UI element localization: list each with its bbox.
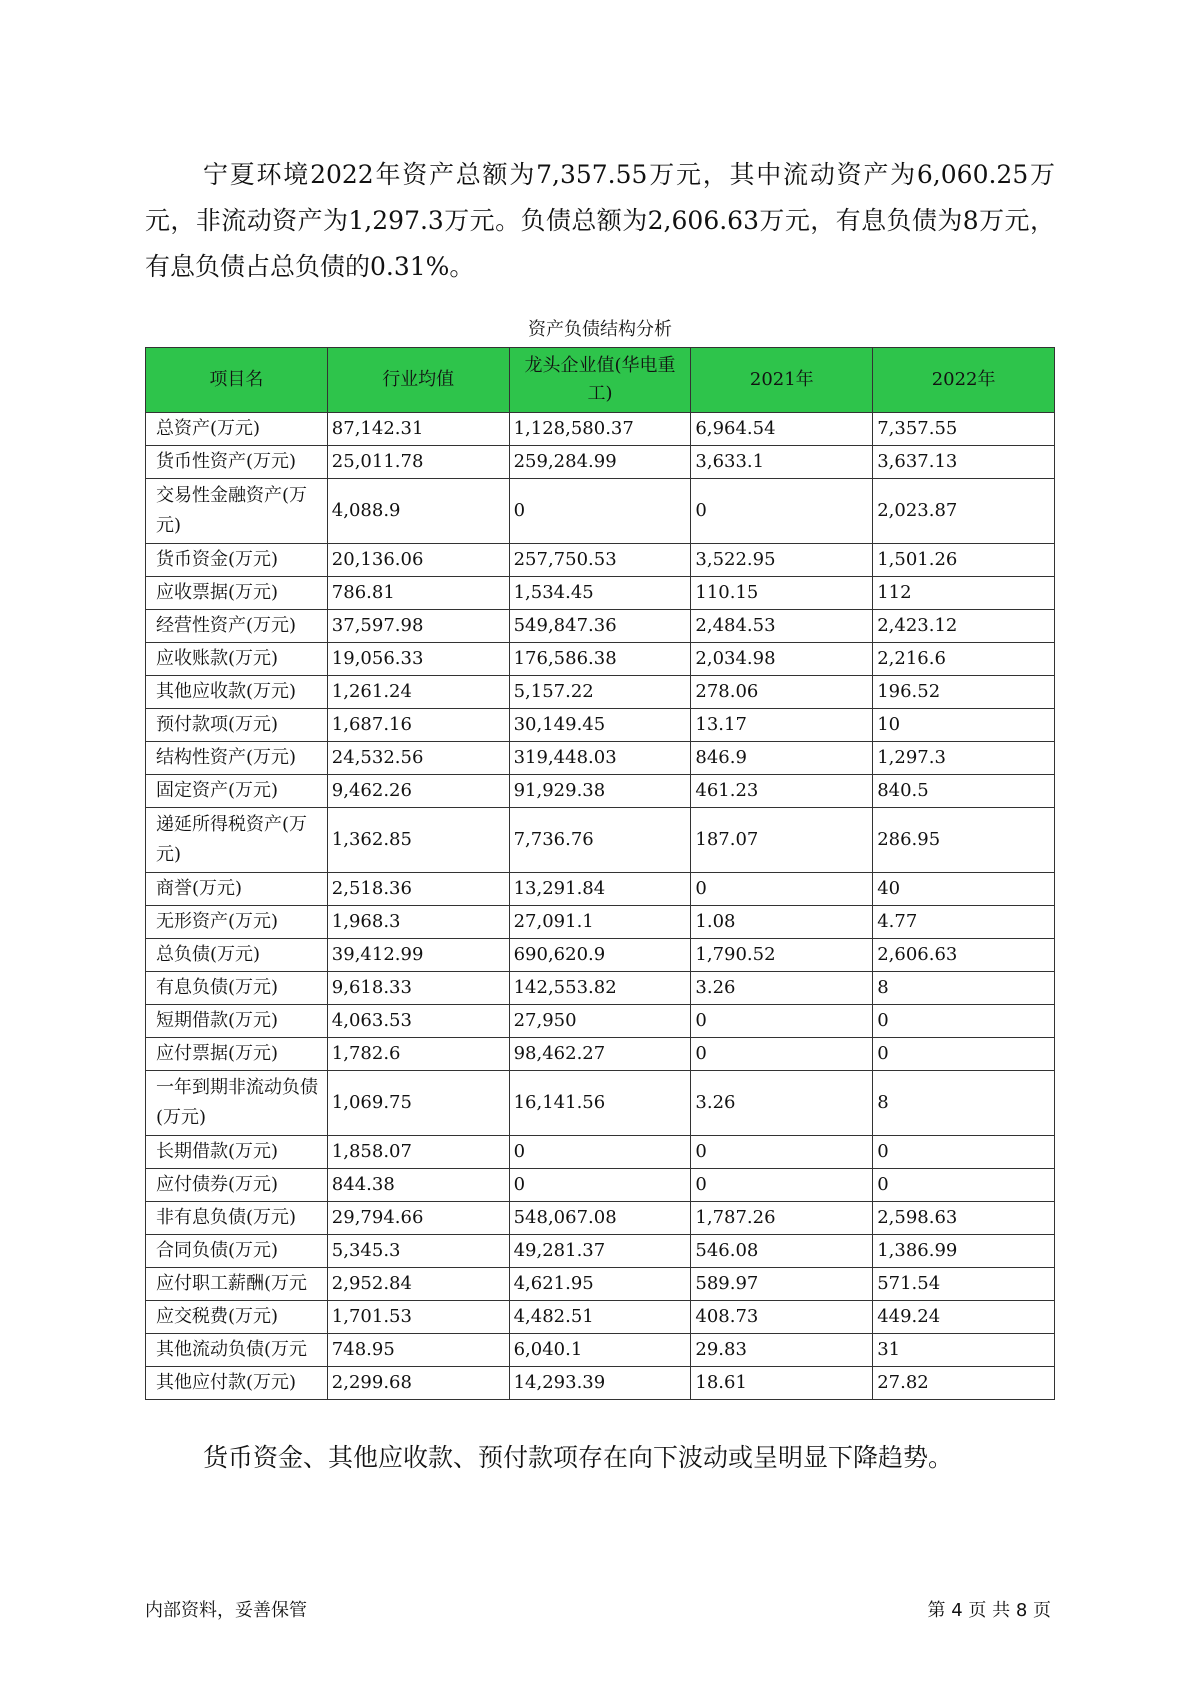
value-cell: 846.9: [691, 742, 873, 775]
value-cell: 2,423.12: [873, 610, 1055, 643]
value-cell: 9,462.26: [327, 775, 509, 808]
row-label-cell: 总资产(万元): [146, 413, 328, 446]
row-label-cell: 总负债(万元): [146, 939, 328, 972]
table-row: [146, 709, 1055, 742]
value-cell: 187.07: [691, 808, 873, 873]
table-row: [146, 610, 1055, 643]
value-cell: 461.23: [691, 775, 873, 808]
table-row: [146, 479, 1055, 544]
value-cell: 3,637.13: [873, 446, 1055, 479]
value-cell: 27.82: [873, 1367, 1055, 1400]
value-cell: 4,088.9: [327, 479, 509, 544]
value-cell: 259,284.99: [509, 446, 691, 479]
table-row: [146, 446, 1055, 479]
footer-page-number: 第 4 页 共 8 页: [927, 1600, 1051, 1621]
value-cell: 2,023.87: [873, 479, 1055, 544]
value-cell: 571.54: [873, 1268, 1055, 1301]
table-row: [146, 873, 1055, 906]
value-cell: 5,345.3: [327, 1235, 509, 1268]
value-cell: 13,291.84: [509, 873, 691, 906]
table-row: [146, 544, 1055, 577]
table-caption: 资产负债结构分析: [528, 319, 672, 340]
row-label-cell: 商誉(万元): [146, 873, 328, 906]
row-label-cell: 交易性金融资产(万元): [146, 479, 328, 544]
row-label-cell: 预付款项(万元): [146, 709, 328, 742]
table-header-row: [146, 348, 1055, 413]
header-cell: 项目名: [146, 348, 328, 413]
value-cell: 18.61: [691, 1367, 873, 1400]
value-cell: 2,606.63: [873, 939, 1055, 972]
row-label-cell: 短期借款(万元): [146, 1005, 328, 1038]
row-label-cell: 有息负债(万元): [146, 972, 328, 1005]
value-cell: 0: [873, 1005, 1055, 1038]
table-row: [146, 1268, 1055, 1301]
balance-sheet-table: [145, 347, 1055, 1400]
value-cell: 0: [509, 1136, 691, 1169]
value-cell: 2,598.63: [873, 1202, 1055, 1235]
value-cell: 31: [873, 1334, 1055, 1367]
row-label-cell: 无形资产(万元): [146, 906, 328, 939]
table-row: [146, 1169, 1055, 1202]
value-cell: 589.97: [691, 1268, 873, 1301]
value-cell: 2,952.84: [327, 1268, 509, 1301]
value-cell: 5,157.22: [509, 676, 691, 709]
row-label-cell: 非有息负债(万元): [146, 1202, 328, 1235]
value-cell: 4,063.53: [327, 1005, 509, 1038]
value-cell: 7,736.76: [509, 808, 691, 873]
value-cell: 0: [691, 1169, 873, 1202]
row-label-cell: 应收票据(万元): [146, 577, 328, 610]
value-cell: 14,293.39: [509, 1367, 691, 1400]
value-cell: 8: [873, 1071, 1055, 1136]
table-row: [146, 1005, 1055, 1038]
value-cell: 30,149.45: [509, 709, 691, 742]
value-cell: 37,597.98: [327, 610, 509, 643]
value-cell: 1,790.52: [691, 939, 873, 972]
value-cell: 0: [509, 1169, 691, 1202]
header-cell: 龙头企业值(华电重工): [509, 348, 691, 413]
value-cell: 2,034.98: [691, 643, 873, 676]
value-cell: 549,847.36: [509, 610, 691, 643]
value-cell: 3,522.95: [691, 544, 873, 577]
value-cell: 2,518.36: [327, 873, 509, 906]
value-cell: 16,141.56: [509, 1071, 691, 1136]
value-cell: 29,794.66: [327, 1202, 509, 1235]
header-cell: 2021年: [691, 348, 873, 413]
conclusion-paragraph: 货币资金、其他应收款、预付款项存在向下波动或呈明显下降趋势。: [203, 1443, 954, 1472]
value-cell: 2,299.68: [327, 1367, 509, 1400]
value-cell: 1,069.75: [327, 1071, 509, 1136]
table-row: [146, 1038, 1055, 1071]
table-row: [146, 742, 1055, 775]
value-cell: 29.83: [691, 1334, 873, 1367]
value-cell: 0: [873, 1169, 1055, 1202]
value-cell: 7,357.55: [873, 413, 1055, 446]
table-row: [146, 676, 1055, 709]
row-label-cell: 递延所得税资产(万元): [146, 808, 328, 873]
row-label-cell: 应付债券(万元): [146, 1169, 328, 1202]
row-label-cell: 其他应收款(万元): [146, 676, 328, 709]
row-label-cell: 应收账款(万元): [146, 643, 328, 676]
value-cell: 548,067.08: [509, 1202, 691, 1235]
table-row: [146, 1301, 1055, 1334]
value-cell: 6,040.1: [509, 1334, 691, 1367]
value-cell: 408.73: [691, 1301, 873, 1334]
value-cell: 4,482.51: [509, 1301, 691, 1334]
value-cell: 1,534.45: [509, 577, 691, 610]
value-cell: 25,011.78: [327, 446, 509, 479]
table-row: [146, 643, 1055, 676]
value-cell: 3.26: [691, 1071, 873, 1136]
row-label-cell: 一年到期非流动负债(万元): [146, 1071, 328, 1136]
value-cell: 1,261.24: [327, 676, 509, 709]
row-label-cell: 固定资产(万元): [146, 775, 328, 808]
value-cell: 91,929.38: [509, 775, 691, 808]
value-cell: 0: [691, 1136, 873, 1169]
value-cell: 27,091.1: [509, 906, 691, 939]
value-cell: 1,687.16: [327, 709, 509, 742]
row-label-cell: 其他流动负债(万元: [146, 1334, 328, 1367]
value-cell: 1,501.26: [873, 544, 1055, 577]
value-cell: 196.52: [873, 676, 1055, 709]
value-cell: 0: [691, 1005, 873, 1038]
value-cell: 786.81: [327, 577, 509, 610]
row-label-cell: 货币资金(万元): [146, 544, 328, 577]
value-cell: 1,701.53: [327, 1301, 509, 1334]
value-cell: 0: [691, 1038, 873, 1071]
value-cell: 6,964.54: [691, 413, 873, 446]
value-cell: 1,297.3: [873, 742, 1055, 775]
value-cell: 8: [873, 972, 1055, 1005]
value-cell: 286.95: [873, 808, 1055, 873]
value-cell: 39,412.99: [327, 939, 509, 972]
value-cell: 1,782.6: [327, 1038, 509, 1071]
row-label-cell: 长期借款(万元): [146, 1136, 328, 1169]
value-cell: 3,633.1: [691, 446, 873, 479]
table-row: [146, 1235, 1055, 1268]
value-cell: 110.15: [691, 577, 873, 610]
value-cell: 142,553.82: [509, 972, 691, 1005]
value-cell: 2,216.6: [873, 643, 1055, 676]
value-cell: 27,950: [509, 1005, 691, 1038]
value-cell: 0: [509, 479, 691, 544]
value-cell: 19,056.33: [327, 643, 509, 676]
table-row: [146, 1367, 1055, 1400]
row-label-cell: 货币性资产(万元): [146, 446, 328, 479]
value-cell: 0: [691, 479, 873, 544]
row-label-cell: 经营性资产(万元): [146, 610, 328, 643]
value-cell: 10: [873, 709, 1055, 742]
intro-paragraph: 宁夏环境2022年资产总额为7,357.55万元，其中流动资产为6,060.25万元，非流动资产为1,297.3万元。负债总额为2,606.63万元，有息负债为8万元，有息负债占总负债的0.31%。: [145, 160, 1055, 281]
value-cell: 1,858.07: [327, 1136, 509, 1169]
value-cell: 4.77: [873, 906, 1055, 939]
value-cell: 1,787.26: [691, 1202, 873, 1235]
value-cell: 98,462.27: [509, 1038, 691, 1071]
value-cell: 87,142.31: [327, 413, 509, 446]
value-cell: 690,620.9: [509, 939, 691, 972]
row-label-cell: 其他应付款(万元): [146, 1367, 328, 1400]
table-row: [146, 1202, 1055, 1235]
value-cell: 319,448.03: [509, 742, 691, 775]
value-cell: 748.95: [327, 1334, 509, 1367]
value-cell: 13.17: [691, 709, 873, 742]
value-cell: 0: [873, 1038, 1055, 1071]
table-row: [146, 906, 1055, 939]
table-row: [146, 1071, 1055, 1136]
value-cell: 112: [873, 577, 1055, 610]
value-cell: 49,281.37: [509, 1235, 691, 1268]
header-cell: 2022年: [873, 348, 1055, 413]
value-cell: 0: [873, 1136, 1055, 1169]
value-cell: 1,386.99: [873, 1235, 1055, 1268]
value-cell: 257,750.53: [509, 544, 691, 577]
table-row: [146, 775, 1055, 808]
value-cell: 1,968.3: [327, 906, 509, 939]
row-label-cell: 合同负债(万元): [146, 1235, 328, 1268]
table-row: [146, 577, 1055, 610]
value-cell: 24,532.56: [327, 742, 509, 775]
value-cell: 1,362.85: [327, 808, 509, 873]
table-row: [146, 1136, 1055, 1169]
row-label-cell: 应付职工薪酬(万元: [146, 1268, 328, 1301]
footer-confidential: 内部资料，妥善保管: [145, 1600, 307, 1621]
table-row: [146, 1334, 1055, 1367]
value-cell: 2,484.53: [691, 610, 873, 643]
value-cell: 0: [691, 873, 873, 906]
table-row: [146, 972, 1055, 1005]
value-cell: 20,136.06: [327, 544, 509, 577]
value-cell: 40: [873, 873, 1055, 906]
value-cell: 449.24: [873, 1301, 1055, 1334]
value-cell: 546.08: [691, 1235, 873, 1268]
value-cell: 176,586.38: [509, 643, 691, 676]
value-cell: 1.08: [691, 906, 873, 939]
row-label-cell: 应交税费(万元): [146, 1301, 328, 1334]
table-row: [146, 413, 1055, 446]
value-cell: 278.06: [691, 676, 873, 709]
value-cell: 1,128,580.37: [509, 413, 691, 446]
value-cell: 844.38: [327, 1169, 509, 1202]
value-cell: 9,618.33: [327, 972, 509, 1005]
value-cell: 840.5: [873, 775, 1055, 808]
table-row: [146, 808, 1055, 873]
row-label-cell: 应付票据(万元): [146, 1038, 328, 1071]
value-cell: 3.26: [691, 972, 873, 1005]
header-cell: 行业均值: [327, 348, 509, 413]
value-cell: 4,621.95: [509, 1268, 691, 1301]
row-label-cell: 结构性资产(万元): [146, 742, 328, 775]
table-row: [146, 939, 1055, 972]
